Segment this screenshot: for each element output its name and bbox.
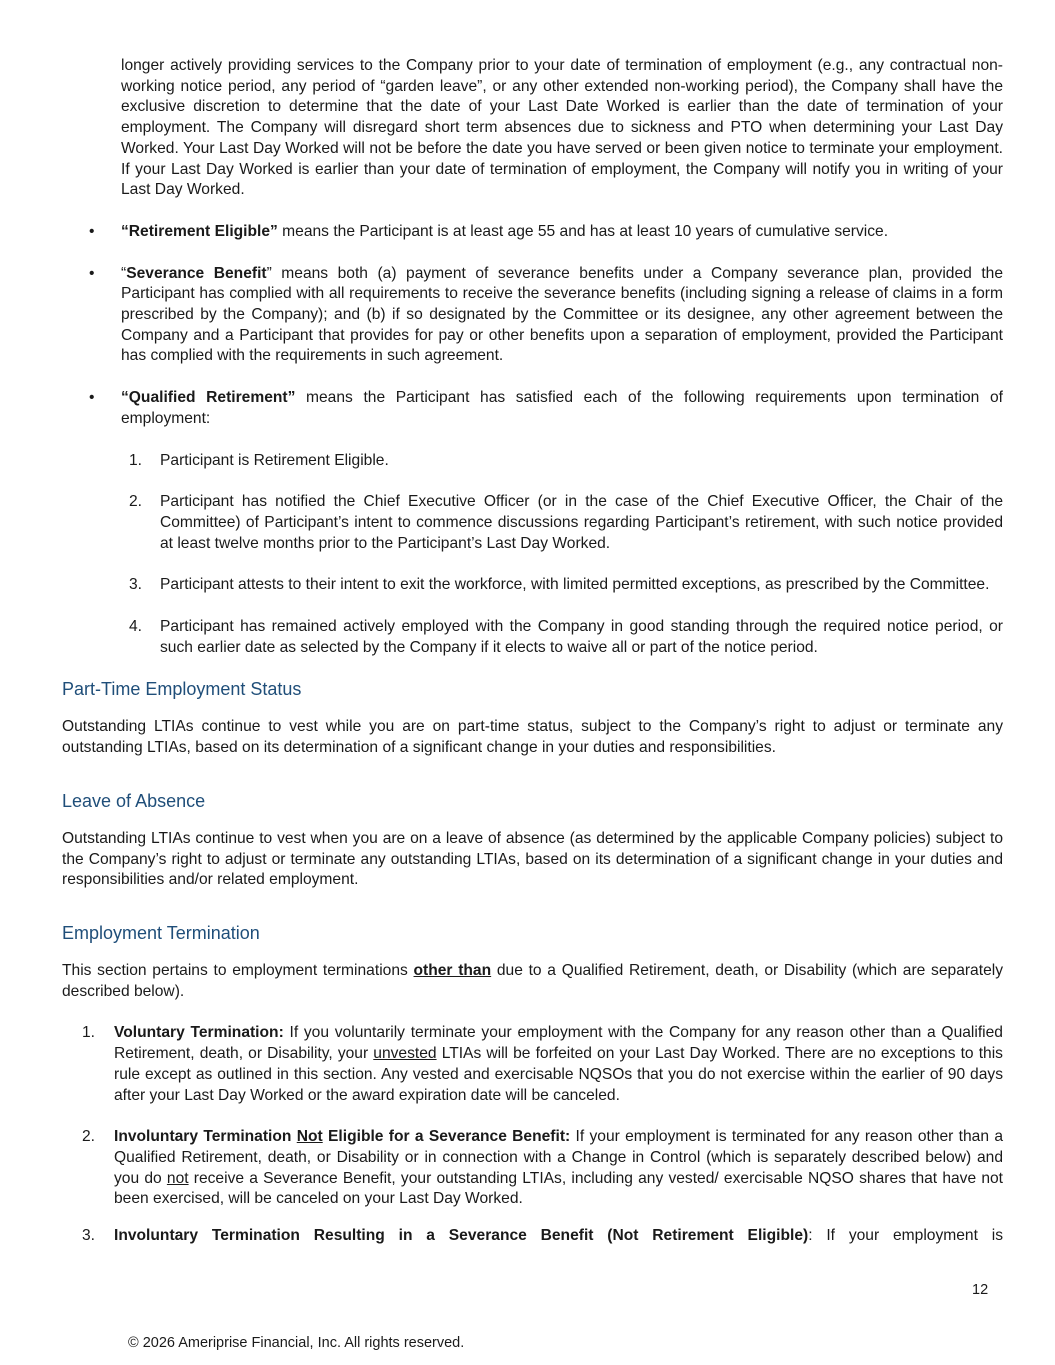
termination-item-voluntary: 1. Voluntary Termination: If you voluntarily terminate your employment with the Company for any reason other than a Qualified Retirement, death, or Disability, your unvested LTIAs will be forfeited on your Last Day Worked. There are no exceptions to this rule except as outlined in this section. Any vested and exercisable NQSOs that you do not exercise within the earlier of 90 days after your Last Day Worked or the award expiration date will be canceled. (82, 1024, 1003, 1104)
item-text: Participant is Retirement Eligible. (160, 451, 389, 469)
item-number: 3. (129, 576, 143, 594)
item-number: 1. (82, 1024, 96, 1042)
emphasis-other-than: other than (413, 961, 492, 979)
termination-intro: This section pertains to employment terminations other than due to a Qualified Retirement, death, or Disability (which are separately described below). (62, 961, 1003, 1000)
open-quote: “ (121, 264, 127, 282)
definition-text: means the Participant is at least age 55 and has at least 10 years of cumulative service. (277, 222, 889, 240)
heading-employment-termination: Employment Termination (62, 922, 260, 943)
page-number: 12 (972, 1282, 989, 1298)
definition-text: ” means both (a) payment of severance benefits under a Company severance plan, provided the Participant has complied with all requirements to receive the severance benefits (including signing a release of claims in a form prescribed by the Company); and (b) if so designated by the Committee or its designee, any other agreement between the Company and a Participant that provides for pay or other benefits upon a separation of employment, provided the Participant has complied with the requirements in such agreement. (121, 264, 1003, 365)
leave-paragraph: Outstanding LTIAs continue to vest when you are on a leave of absence (as determined by the applicable Company policies) subject to the Company’s right to adjust or terminate any outstanding LTIAs, based on its determination of a significant change in your duties and responsibilities and/or related employment. (62, 829, 1003, 889)
item-text: Participant attests to their intent to exit the workforce, with limited permitted exceptions, as prescribed by the Committee. (160, 576, 990, 594)
item-number: 1. (129, 451, 143, 469)
term-retirement-eligible: “Retirement Eligible” (121, 222, 278, 240)
definition-severance-benefit (62, 264, 1003, 368)
definition-retirement-eligible (62, 222, 1003, 243)
definition-text: means the Participant has satisfied each of the following requirements upon termination of employment: (121, 389, 1003, 427)
item-title: Involuntary Termination Not Eligible for a Severance Benefit: (114, 1128, 571, 1146)
item-text: Participant has notified the Chief Executive Officer (or in the case of the Chief Executive Officer, the Chair of the Committee) of Participant’s intent to commence discussions regarding Participant’s retirement, with such notice provided at least twelve months prior to the Participant’s Last Day Worked. (160, 493, 1003, 552)
document-page (62, 56, 1003, 1268)
qr-requirement-item (62, 575, 1003, 596)
underline-not: not (166, 1169, 189, 1187)
definition-qualified-retirement (62, 388, 1003, 429)
item-number: 4. (129, 618, 143, 636)
qr-requirement-item (62, 492, 1003, 554)
termination-item-involuntary-severance: 3. Involuntary Termination Resulting in a Severance Benefit (Not Retirement Eligible): If your employment is (62, 1226, 1003, 1247)
bullet-icon: • (89, 264, 95, 282)
bullet-icon: • (89, 222, 95, 240)
qr-requirement-item (62, 617, 1003, 658)
termination-item-involuntary-not-eligible: 2. Involuntary Termination Not Eligible for a Severance Benefit: If your employment is terminated for any reason other than a Qualified Retirement, death, or Disability or in connection with a Change in Control (which is separately described below) and you do not receive a Severance Benefit, your outstanding LTIAs, including any vested/ exercisable NQSO shares that have not been exercised, will be canceled on your Last Day Worked. (82, 1128, 1004, 1208)
item-number: 3. (82, 1227, 96, 1245)
item-title: Voluntary Termination: (114, 1024, 284, 1042)
item-title: Involuntary Termination Resulting in a Severance Benefit (Not Retirement Eligible) (114, 1227, 809, 1245)
part-time-paragraph: Outstanding LTIAs continue to vest while you are on part-time status, subject to the Company’s right to adjust or terminate any outstanding LTIAs, based on its determination of a significant change in your duties and responsibilities. (62, 718, 1003, 757)
item-number: 2. (129, 493, 143, 511)
underline-unvested: unvested (373, 1045, 437, 1063)
item-number: 2. (82, 1128, 96, 1146)
heading-leave-of-absence: Leave of Absence (62, 790, 206, 811)
copyright-footer: © 2026 Ameriprise Financial, Inc. All rights reserved. (128, 1335, 465, 1351)
term-qualified-retirement: “Qualified Retirement” (121, 389, 296, 407)
heading-part-time: Part-Time Employment Status (62, 679, 302, 700)
qr-requirement-item (62, 451, 1003, 472)
bullet-icon: • (89, 389, 95, 407)
item-text: Participant has remained actively employed with the Company in good standing through the required notice period, or such earlier date as selected by the Company if it elects to waive all or part of the notice period. (160, 618, 1003, 656)
intro-paragraph: longer actively providing services to the Company prior to your date of termination of employment (e.g., any contractual non-working notice period, any period of “garden leave”, or any other extended non-working period), the Company shall have the exclusive discretion to determine that the date of your Last Date Worked is earlier than the date of termination of your employment. The Company will disregard short term absences due to sickness and PTO when determining your Last Day Worked. Your Last Day Worked will not be before the date you have served or been given notice to terminate your employment. If your Last Day Worked is earlier than your date of termination of employment, the Company will notify you in writing of your Last Day Worked. (121, 57, 1003, 199)
term-severance-benefit: Severance Benefit (126, 264, 267, 282)
